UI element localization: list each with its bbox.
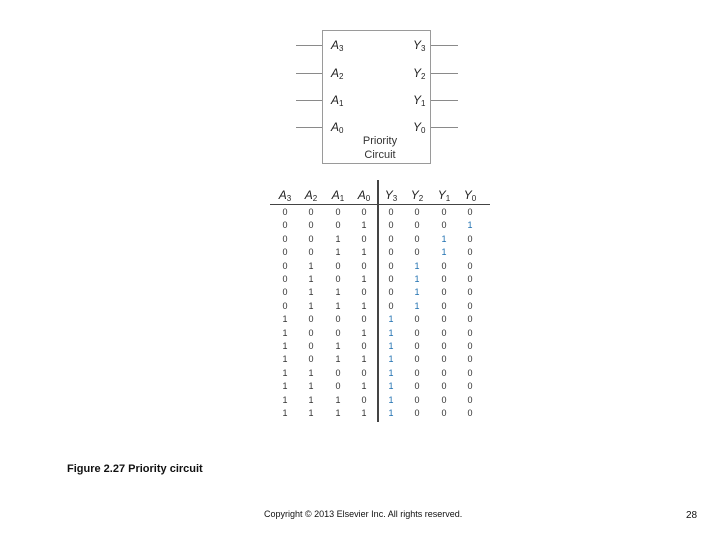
output-pin-Y3-subscript: 3 bbox=[421, 44, 426, 53]
table-cell: 0 bbox=[414, 408, 420, 418]
table-cell: 0 bbox=[335, 207, 341, 217]
output-pin-Y0-subscript: 0 bbox=[421, 126, 426, 135]
block-label-line2: Circuit bbox=[364, 149, 396, 161]
header-Y3-subscript: 3 bbox=[392, 194, 398, 203]
table-cell: 1 bbox=[361, 300, 367, 311]
output-wire-0 bbox=[431, 45, 458, 46]
table-cell: 0 bbox=[467, 408, 473, 418]
header-Y2-subscript: 2 bbox=[418, 194, 424, 203]
table-cell: 0 bbox=[388, 300, 394, 311]
header-Y3-base: Y bbox=[384, 188, 393, 202]
table-cell: 1 bbox=[414, 300, 420, 311]
table-cell: 0 bbox=[361, 233, 367, 244]
table-cell: 0 bbox=[441, 314, 447, 325]
table-cell: 1 bbox=[282, 354, 288, 365]
table-cell: 1 bbox=[441, 233, 447, 244]
table-cell: 0 bbox=[441, 408, 447, 418]
table-cell: 0 bbox=[388, 260, 394, 271]
table-cell: 1 bbox=[308, 260, 314, 271]
table-cell: 0 bbox=[388, 233, 394, 244]
table-cell: 1 bbox=[335, 287, 341, 298]
table-cell: 0 bbox=[441, 207, 447, 217]
table-cell: 1 bbox=[388, 394, 394, 405]
table-cell: 1 bbox=[282, 314, 288, 325]
table-cell: 0 bbox=[414, 207, 420, 217]
header-A2-subscript: 2 bbox=[312, 194, 318, 203]
table-cell: 1 bbox=[282, 341, 288, 351]
table-cell: 0 bbox=[335, 260, 341, 271]
table-cell: 1 bbox=[308, 274, 314, 284]
table-cell: 1 bbox=[335, 341, 341, 351]
table-cell: 0 bbox=[282, 274, 288, 284]
page-number: 28 bbox=[686, 510, 698, 521]
table-cell: 0 bbox=[441, 367, 447, 378]
table-cell: 1 bbox=[414, 274, 420, 284]
table-cell: 0 bbox=[282, 260, 288, 271]
table-cell: 0 bbox=[414, 394, 420, 405]
header-A1-base: A bbox=[331, 188, 340, 202]
table-cell: 1 bbox=[441, 247, 447, 258]
table-cell: 0 bbox=[282, 207, 288, 217]
table-cell: 1 bbox=[361, 408, 367, 418]
table-cell: 1 bbox=[361, 247, 367, 258]
input-pin-A2-base: A bbox=[331, 66, 340, 80]
table-cell: 1 bbox=[361, 220, 367, 231]
table-cell: 0 bbox=[467, 394, 473, 405]
table-cell: 1 bbox=[335, 354, 341, 365]
input-pin-A0-base: A bbox=[331, 120, 340, 134]
output-pin-Y2-base: Y bbox=[413, 66, 422, 80]
output-pin-Y2 bbox=[413, 66, 425, 84]
table-cell: 0 bbox=[282, 287, 288, 298]
table-cell: 0 bbox=[308, 341, 314, 351]
table-cell: 1 bbox=[308, 394, 314, 405]
table-cell: 1 bbox=[388, 408, 394, 418]
header-A0-base: A bbox=[357, 188, 366, 202]
output-wire-3 bbox=[431, 127, 458, 128]
output-pin-Y2-subscript: 2 bbox=[421, 72, 426, 81]
table-cell: 1 bbox=[308, 367, 314, 378]
input-wire-0 bbox=[296, 45, 322, 46]
copyright-text: Copyright © 2013 Elsevier Inc. All rights reserved. bbox=[264, 509, 463, 519]
table-cell: 0 bbox=[441, 300, 447, 311]
table-cell: 0 bbox=[441, 274, 447, 284]
input-pin-A0-subscript: 0 bbox=[339, 126, 344, 135]
table-cell: 1 bbox=[388, 314, 394, 325]
table-cell: 0 bbox=[441, 354, 447, 365]
table-cell: 0 bbox=[467, 233, 473, 244]
table-cell: 0 bbox=[388, 207, 394, 217]
table-cell: 0 bbox=[467, 314, 473, 325]
table-cell: 0 bbox=[414, 314, 420, 325]
table-cell: 0 bbox=[441, 327, 447, 338]
table-cell: 1 bbox=[308, 287, 314, 298]
table-cell: 0 bbox=[467, 274, 473, 284]
table-cell: 0 bbox=[335, 367, 341, 378]
table-cell: 0 bbox=[441, 260, 447, 271]
table-cell: 0 bbox=[282, 247, 288, 258]
table-cell: 0 bbox=[414, 341, 420, 351]
table-cell: 1 bbox=[335, 247, 341, 258]
table-cell: 0 bbox=[441, 341, 447, 351]
table-cell: 0 bbox=[388, 247, 394, 258]
table-cell: 0 bbox=[308, 354, 314, 365]
output-pin-Y1 bbox=[413, 93, 425, 111]
table-cell: 0 bbox=[467, 367, 473, 378]
table-cell: 0 bbox=[414, 247, 420, 258]
table-cell: 0 bbox=[388, 220, 394, 231]
table-cell: 1 bbox=[388, 381, 394, 392]
output-wire-1 bbox=[431, 73, 458, 74]
table-cell: 0 bbox=[335, 314, 341, 325]
input-pin-A1 bbox=[331, 93, 343, 111]
output-pin-Y0-base: Y bbox=[413, 120, 422, 134]
table-cell: 0 bbox=[467, 327, 473, 338]
table-cell: 0 bbox=[414, 381, 420, 392]
table-cell: 1 bbox=[282, 394, 288, 405]
table-cell: 0 bbox=[414, 354, 420, 365]
table-cell: 1 bbox=[308, 300, 314, 311]
table-cell: 1 bbox=[282, 367, 288, 378]
table-cell: 0 bbox=[441, 394, 447, 405]
output-pin-Y0 bbox=[413, 120, 425, 138]
table-cell: 0 bbox=[361, 260, 367, 271]
table-cell: 0 bbox=[335, 327, 341, 338]
table-input-output-divider bbox=[377, 180, 379, 422]
output-pin-Y1-subscript: 1 bbox=[421, 99, 426, 108]
table-cell: 0 bbox=[361, 394, 367, 405]
table-cell: 1 bbox=[282, 381, 288, 392]
table-cell: 0 bbox=[388, 287, 394, 298]
table-cell: 1 bbox=[282, 408, 288, 418]
table-cell: 0 bbox=[441, 287, 447, 298]
table-cell: 0 bbox=[282, 220, 288, 231]
table-cell: 1 bbox=[388, 367, 394, 378]
table-cell: 1 bbox=[361, 381, 367, 392]
table-cell: 0 bbox=[335, 381, 341, 392]
header-Y1-base: Y bbox=[437, 188, 446, 202]
table-cell: 0 bbox=[308, 233, 314, 244]
table-cell: 0 bbox=[361, 287, 367, 298]
output-wire-2 bbox=[431, 100, 458, 101]
table-cell: 1 bbox=[361, 274, 367, 284]
table-cell: 0 bbox=[282, 300, 288, 311]
header-A1-subscript: 1 bbox=[339, 194, 345, 203]
table-cell: 0 bbox=[361, 341, 367, 351]
table-cell: 0 bbox=[335, 220, 341, 231]
table-cell: 0 bbox=[441, 381, 447, 392]
block-label-line1: Priority bbox=[362, 135, 398, 147]
table-cell: 1 bbox=[467, 220, 473, 231]
input-pin-A0 bbox=[331, 120, 343, 138]
output-pin-Y1-base: Y bbox=[413, 93, 422, 107]
input-pin-A3 bbox=[331, 38, 343, 56]
figure-caption: Figure 2.27 Priority circuit bbox=[67, 463, 203, 475]
table-cell: 0 bbox=[467, 287, 473, 298]
table-cell: 1 bbox=[388, 354, 394, 365]
table-cell: 0 bbox=[388, 274, 394, 284]
table-cell: 0 bbox=[308, 220, 314, 231]
table-cell: 0 bbox=[467, 300, 473, 311]
table-cell: 0 bbox=[282, 233, 288, 244]
table-cell: 1 bbox=[335, 300, 341, 311]
table-cell: 0 bbox=[414, 327, 420, 338]
block-label bbox=[360, 134, 400, 162]
table-cell: 0 bbox=[361, 314, 367, 325]
table-cell: 0 bbox=[467, 341, 473, 351]
table-cell: 0 bbox=[308, 327, 314, 338]
table-cell: 1 bbox=[361, 327, 367, 338]
header-A3-subscript: 3 bbox=[286, 194, 292, 203]
header-A3-base: A bbox=[278, 188, 287, 202]
table-cell: 1 bbox=[335, 394, 341, 405]
input-pin-A3-base: A bbox=[331, 38, 340, 52]
header-Y0-base: Y bbox=[463, 188, 472, 202]
table-cell: 0 bbox=[467, 354, 473, 365]
input-pin-A2 bbox=[331, 66, 343, 84]
header-Y0-subscript: 0 bbox=[471, 194, 477, 203]
table-cell: 0 bbox=[308, 247, 314, 258]
table-header-divider bbox=[270, 204, 490, 205]
table-cell: 1 bbox=[308, 408, 314, 418]
table-cell: 0 bbox=[414, 233, 420, 244]
table-cell: 0 bbox=[414, 220, 420, 231]
table-cell: 0 bbox=[361, 367, 367, 378]
input-wire-1 bbox=[296, 73, 322, 74]
input-wire-3 bbox=[296, 127, 322, 128]
header-A0-subscript: 0 bbox=[365, 194, 371, 203]
input-pin-A2-subscript: 2 bbox=[339, 72, 344, 81]
table-cell: 1 bbox=[414, 287, 420, 298]
table-cell: 0 bbox=[467, 207, 473, 217]
output-pin-Y3 bbox=[413, 38, 425, 56]
table-cell: 1 bbox=[308, 381, 314, 392]
table-cell: 1 bbox=[388, 327, 394, 338]
input-pin-A1-subscript: 1 bbox=[339, 99, 344, 108]
input-pin-A3-subscript: 3 bbox=[339, 44, 344, 53]
table-cell: 0 bbox=[467, 247, 473, 258]
table-cell: 0 bbox=[467, 381, 473, 392]
table-cell: 1 bbox=[335, 233, 341, 244]
table-cell: 0 bbox=[414, 367, 420, 378]
table-cell: 0 bbox=[308, 314, 314, 325]
input-wire-2 bbox=[296, 100, 322, 101]
table-cell: 0 bbox=[335, 274, 341, 284]
table-cell: 0 bbox=[441, 220, 447, 231]
table-cell: 0 bbox=[361, 207, 367, 217]
header-Y2-base: Y bbox=[410, 188, 419, 202]
table-cell: 1 bbox=[335, 408, 341, 418]
table-cell: 1 bbox=[282, 327, 288, 338]
table-cell: 1 bbox=[388, 341, 394, 351]
output-pin-Y3-base: Y bbox=[413, 38, 422, 52]
table-cell: 0 bbox=[467, 260, 473, 271]
header-Y1-subscript: 1 bbox=[445, 194, 451, 203]
table-cell: 0 bbox=[308, 207, 314, 217]
table-cell: 1 bbox=[361, 354, 367, 365]
header-A2-base: A bbox=[304, 188, 313, 202]
table-cell: 1 bbox=[414, 260, 420, 271]
input-pin-A1-base: A bbox=[331, 93, 340, 107]
